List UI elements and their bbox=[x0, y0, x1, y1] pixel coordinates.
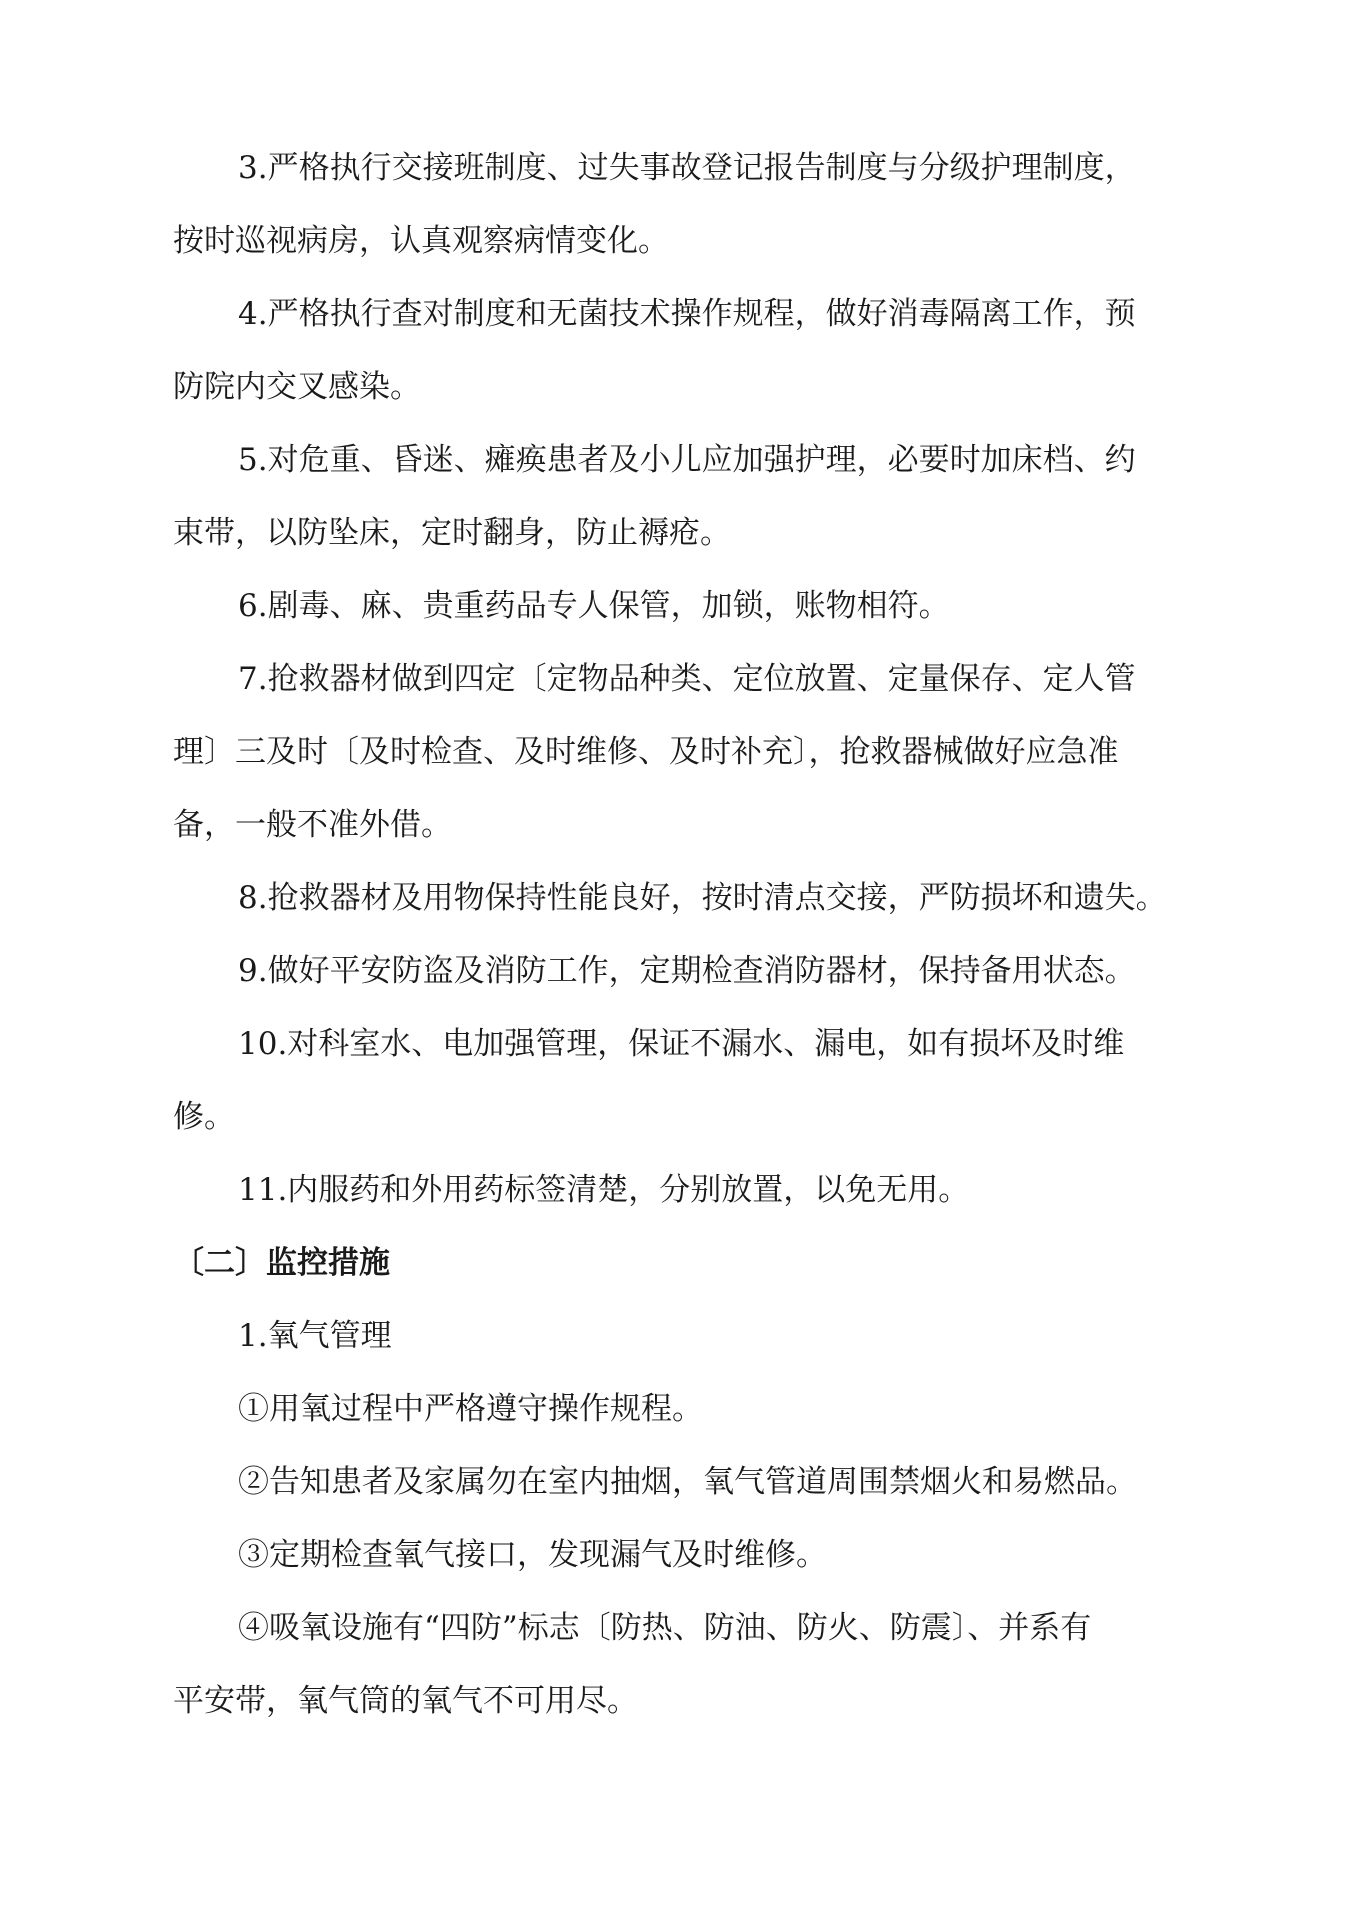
item-7-line-1: 7.抢救器材做到四定〔定物品种类、定位放置、定量保存、定人管 bbox=[238, 661, 1136, 697]
item-7-line-3: 备，一般不准外借。 bbox=[173, 807, 452, 843]
item-4-line-2: 防院内交叉感染。 bbox=[173, 369, 421, 405]
item-3-line-1: 3.严格执行交接班制度、过失事故登记报告制度与分级护理制度， bbox=[238, 150, 1136, 186]
item-5-line-2: 束带，以防坠床，定时翻身，防止褥疮。 bbox=[173, 515, 731, 551]
oxygen-item-2-line-1: ②告知患者及家属勿在室内抽烟，氧气管道周围禁烟火和易燃品。 bbox=[238, 1464, 1137, 1500]
item-4-line-1: 4.严格执行查对制度和无菌技术操作规程，做好消毒隔离工作，预 bbox=[238, 296, 1136, 332]
item-3-line-2: 按时巡视病房，认真观察病情变化。 bbox=[173, 223, 669, 259]
oxygen-item-1-line-1: ①用氧过程中严格遵守操作规程。 bbox=[238, 1391, 703, 1427]
item-9-line-1: 9.做好平安防盗及消防工作，定期检查消防器材，保持备用状态。 bbox=[238, 953, 1136, 989]
item-8-line-1: 8.抢救器材及用物保持性能良好，按时清点交接，严防损坏和遗失。 bbox=[238, 880, 1167, 916]
item-11-line-1: 11.内服药和外用药标签清楚，分别放置，以免无用。 bbox=[238, 1172, 970, 1208]
item-10-line-2: 修。 bbox=[173, 1099, 235, 1135]
item-5-line-1: 5.对危重、昏迷、瘫痪患者及小儿应加强护理，必要时加床档、约 bbox=[238, 442, 1136, 478]
item-10-line-1: 10.对科室水、电加强管理，保证不漏水、漏电，如有损坏及时维 bbox=[238, 1026, 1125, 1062]
item-6-line-1: 6.剧毒、麻、贵重药品专人保管，加锁，账物相符。 bbox=[238, 588, 950, 624]
oxygen-item-4-line-2: 平安带，氧气筒的氧气不可用尽。 bbox=[173, 1683, 638, 1719]
oxygen-item-3-line-1: ③定期检查氧气接口，发现漏气及时维修。 bbox=[238, 1537, 827, 1573]
section-heading-monitoring: 〔二〕监控措施 bbox=[173, 1245, 390, 1281]
subsection-oxygen-management: 1.氧气管理 bbox=[238, 1318, 392, 1354]
oxygen-item-4-line-1: ④吸氧设施有“四防”标志〔防热、防油、防火、防震〕、并系有 bbox=[238, 1610, 1092, 1646]
item-7-line-2: 理〕三及时〔及时检查、及时维修、及时补充〕，抢救器械做好应急准 bbox=[173, 734, 1119, 770]
